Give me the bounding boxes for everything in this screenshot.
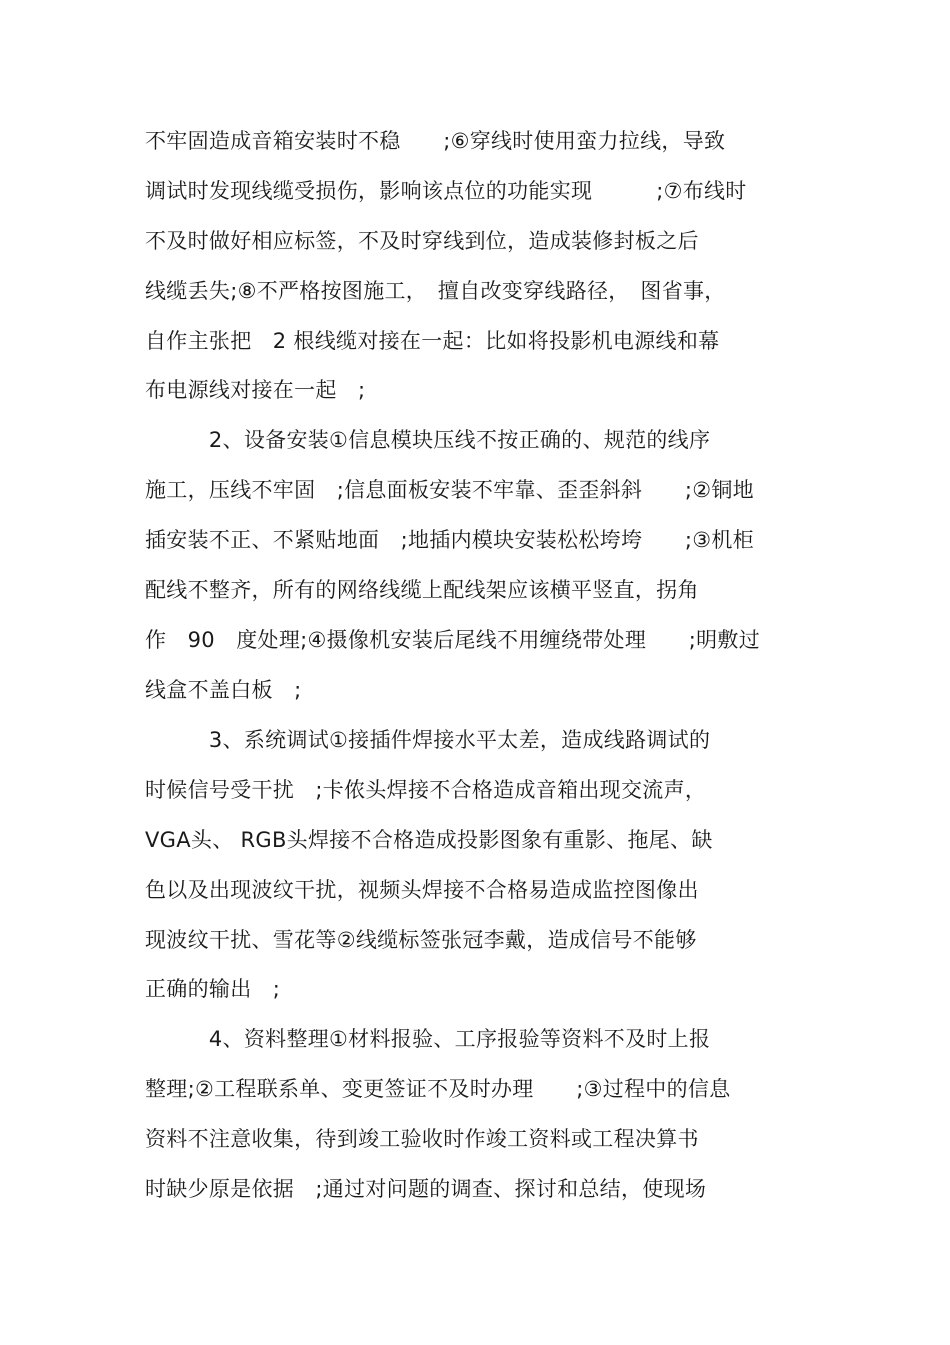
text-line: 线盒不盖白板 ;: [145, 678, 302, 702]
text-line: 时候信号受干扰 ;卡侬头焊接不合格造成音箱出现交流声，: [145, 778, 707, 802]
text-line: 3、系统调试①接插件焊接水平太差，造成线路调试的: [145, 728, 711, 752]
text-line: VGA头、 RGB头焊接不合格造成投影图象有重影、拖尾、缺: [145, 828, 713, 852]
text-line: 调试时发现线缆受损伤，影响该点位的功能实现 ;⑦布线时: [145, 179, 747, 203]
text-line: 现波纹干扰、雪花等②线缆标签张冠李戴，造成信号不能够: [145, 928, 697, 952]
text-line: 2、设备安装①信息模块压线不按正确的、规范的线序: [145, 428, 711, 452]
text-line: 时缺少原是依据 ;通过对问题的调查、探讨和总结，使现场: [145, 1177, 707, 1201]
text-line: 作 90 度处理;④摄像机安装后尾线不用缠绕带处理 ;明敷过: [145, 628, 760, 652]
text-line: 自作主张把 2 根线缆对接在一起：比如将投影机电源线和幕: [145, 329, 720, 353]
text-line: 不牢固造成音箱安装时不稳 ;⑥穿线时使用蛮力拉线，导致: [145, 129, 726, 153]
text-line: 线缆丢失;⑧不严格按图施工， 擅自改变穿线路径， 图省事，: [145, 279, 726, 303]
text-line: 资料不注意收集，待到竣工验收时作竣工资料或工程决算书: [145, 1127, 699, 1151]
text-line: 整理;②工程联系单、变更签证不及时办理 ;③过程中的信息: [145, 1077, 731, 1101]
text-line: 施工，压线不牢固 ;信息面板安装不牢靠、歪歪斜斜 ;②铜地: [145, 478, 754, 502]
text-line: 插安装不正、不紧贴地面 ;地插内模块安装松松垮垮 ;③机柜: [145, 528, 754, 552]
text-line: 布电源线对接在一起 ;: [145, 378, 366, 402]
text-line: 色以及出现波纹干扰，视频头焊接不合格易造成监控图像出: [145, 878, 699, 902]
text-line: 正确的输出 ;: [145, 977, 281, 1001]
text-line: 配线不整齐，所有的网络线缆上配线架应该横平竖直，拐角: [145, 578, 699, 602]
text-line: 4、资料整理①材料报验、工序报验等资料不及时上报: [145, 1027, 711, 1051]
text-line: 不及时做好相应标签，不及时穿线到位，造成装修封板之后: [145, 229, 699, 253]
